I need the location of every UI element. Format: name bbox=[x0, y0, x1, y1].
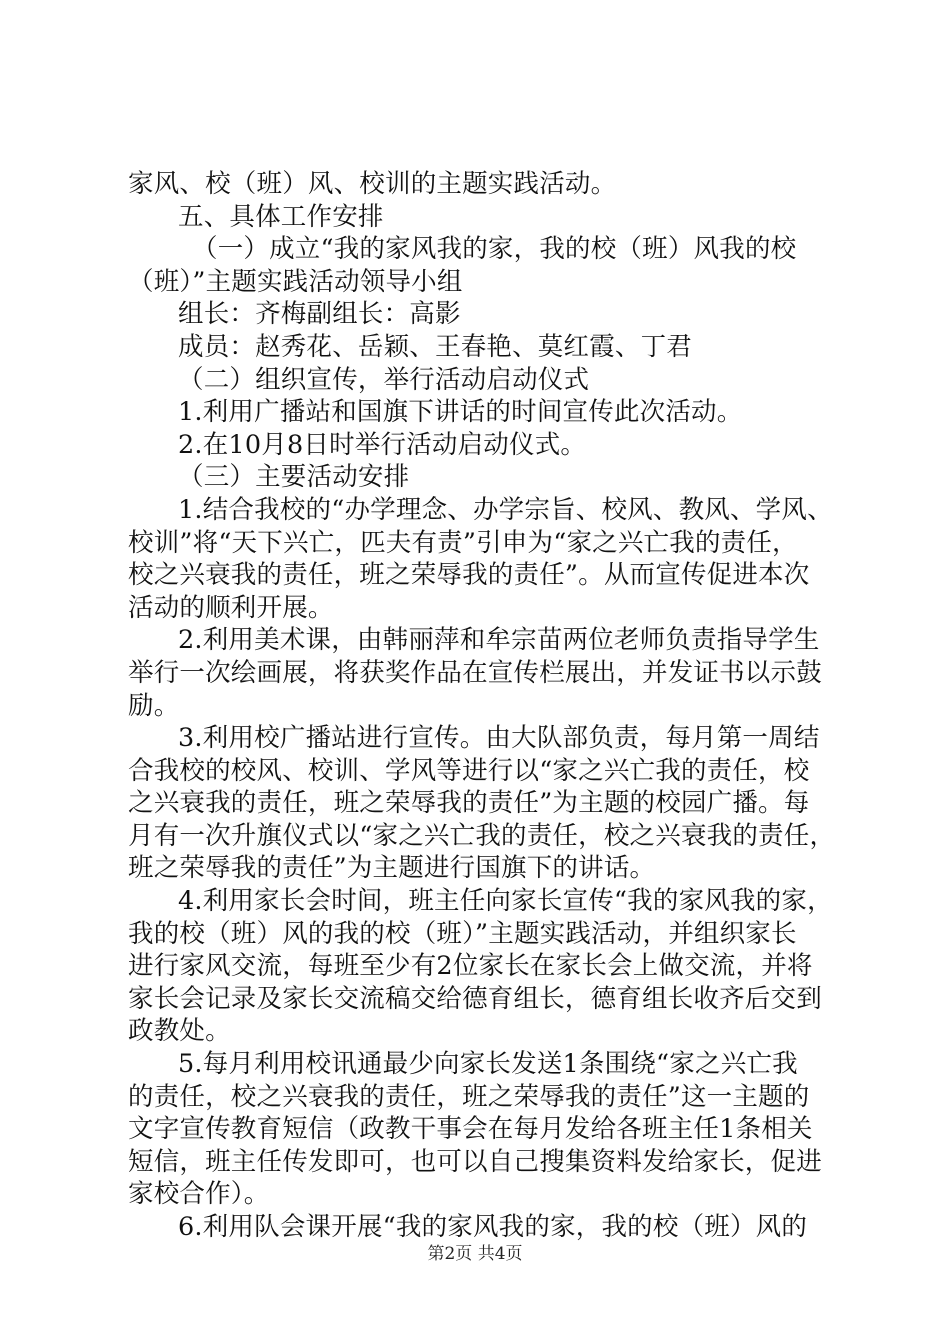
list-item: 2.利用美术课，由韩丽萍和牟宗苗两位老师负责指导学生 bbox=[178, 625, 820, 656]
body-line: 家风、校（班）风、校训的主题实践活动。 bbox=[128, 169, 617, 199]
body-line: 班之荣辱我的责任”为主题进行国旗下的讲话。 bbox=[128, 853, 656, 884]
list-item: 5.每月利用校讯通最少向家长发送1条围绕“家之兴亡我 bbox=[178, 1049, 798, 1080]
page-number-footer: 第2页 共4页 bbox=[427, 1244, 523, 1264]
list-item: 1.利用广播站和国旗下讲话的时间宣传此次活动。 bbox=[178, 397, 743, 428]
body-line: 组长：齐梅副组长：高影 bbox=[178, 299, 461, 330]
list-item: 1.结合我校的“办学理念、办学宗旨、校风、教风、学风、 bbox=[178, 494, 833, 525]
body-line: 校训”将“天下兴亡，匹夫有责”引申为“家之兴亡我的责任， bbox=[128, 527, 798, 558]
body-line: （班）”主题实践活动领导小组 bbox=[128, 266, 463, 297]
list-item: 6.利用队会课开展“我的家风我的家，我的校（班）风的 bbox=[178, 1212, 808, 1242]
list-item: 2.在10月8日时举行活动启动仪式。 bbox=[178, 429, 587, 460]
body-line: 文字宣传教育短信（政教干事会在每月发给各班主任1条相关 bbox=[128, 1114, 813, 1145]
body-line: 短信，班主任传发即可，也可以自己搜集资料发给家长，促进 bbox=[128, 1146, 822, 1177]
body-line: 月有一次升旗仪式以“家之兴亡我的责任，校之兴衰我的责任， bbox=[128, 820, 836, 851]
body-line: 成员：赵秀花、岳颖、王春艳、莫红霞、丁君 bbox=[178, 331, 693, 362]
body-line: 家校合作）。 bbox=[128, 1179, 270, 1210]
body-line: 合我校的校风、校训、学风等进行以“家之兴亡我的责任，校 bbox=[128, 755, 810, 786]
body-line: 举行一次绘画展，将获奖作品在宣传栏展出，并发证书以示鼓 bbox=[128, 657, 822, 688]
subsection-heading: （三）主要活动安排 bbox=[178, 462, 410, 493]
body-line: 我的校（班）风的我的校（班）”主题实践活动，并组织家长 bbox=[128, 918, 797, 949]
body-line: 家长会记录及家长交流稿交给德育组长，德育组长收齐后交到 bbox=[128, 983, 822, 1014]
body-line: 活动的顺利开展。 bbox=[128, 592, 334, 623]
body-line: 进行家风交流，每班至少有2位家长在家长会上做交流，并将 bbox=[128, 951, 813, 982]
section-heading: 五、具体工作安排 bbox=[178, 201, 384, 232]
body-line: 的责任，校之兴衰我的责任，班之荣辱我的责任”这一主题的 bbox=[128, 1081, 810, 1112]
body-line: 政教处。 bbox=[128, 1016, 231, 1047]
subsection-heading: （二）组织宣传，举行活动启动仪式 bbox=[178, 364, 590, 395]
list-item: 3.利用校广播站进行宣传。由大队部负责，每月第一周结 bbox=[178, 723, 820, 754]
body-line: 励。 bbox=[128, 690, 180, 721]
list-item: 4.利用家长会时间，班主任向家长宣传“我的家风我的家， bbox=[178, 886, 833, 917]
body-line: 之兴衰我的责任，班之荣辱我的责任”为主题的校园广播。每 bbox=[128, 788, 810, 819]
subsection-heading: （一）成立“我的家风我的家，我的校（班）风我的校 bbox=[192, 234, 797, 265]
body-line: 校之兴衰我的责任，班之荣辱我的责任”。从而宣传促进本次 bbox=[128, 560, 810, 591]
document-body bbox=[128, 168, 836, 1244]
